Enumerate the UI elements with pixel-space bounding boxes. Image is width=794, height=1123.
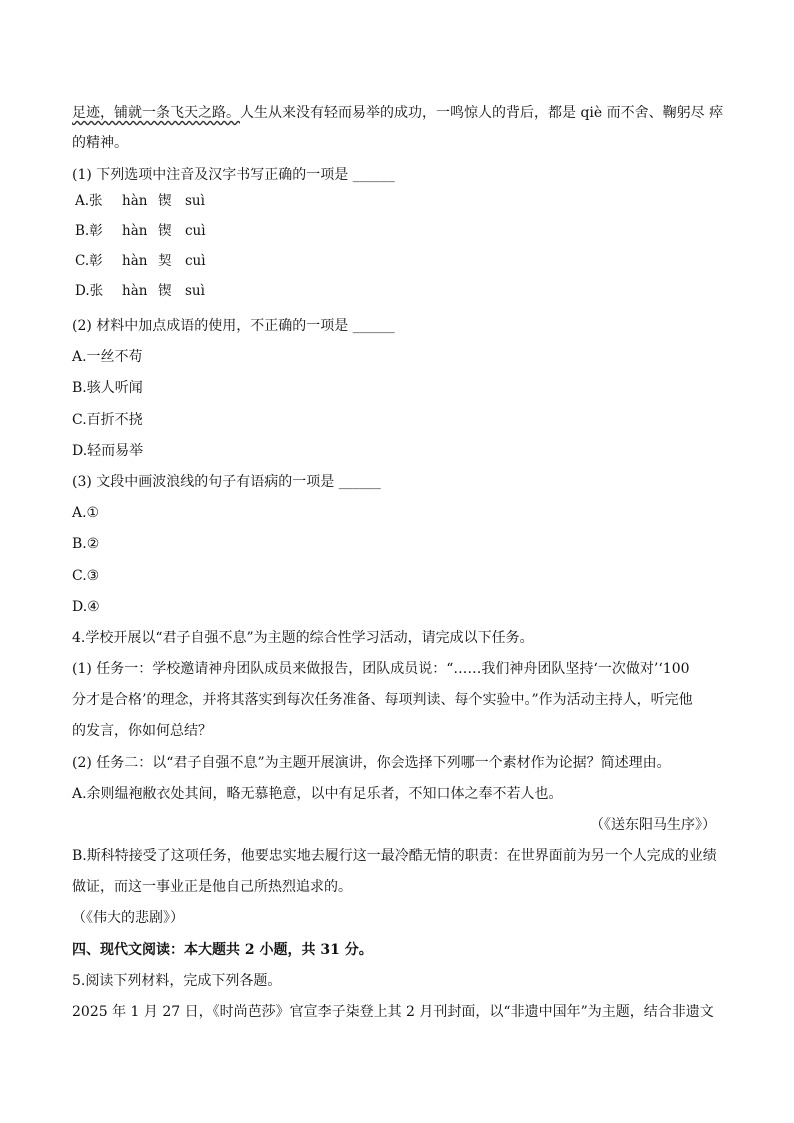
intro-line-1 <box>72 103 723 123</box>
q2-option-b: B.骇人听闻 <box>72 380 143 396</box>
q5-stem: 5.阅读下列材料，完成下列各题。 <box>72 973 282 989</box>
q3-option-d: D.④ <box>72 599 100 615</box>
q4-task1-line-3: 的发言，你如何总结？ <box>72 723 212 739</box>
q2-option-d: D.轻而易举 <box>72 443 144 459</box>
document-page: 足迹，铺就一条飞天之路。人生从来没有轻而易举的成功，一鸣惊人的背后，都是 qiè 而不舍、鞠躬尽 瘁 的精神。 (1) 下列选项中注音及汉字书写正确的一项是 ______ A.张 hàn 锲 suì B.彰 hàn 锲 cuì C.彰 hàn 契 cuì D.张 hàn 锲 suì (2) 材料中加点成语的使用，不正确的一项是 ______ A.一丝不苟 B.骇人听闻 C.百折不挠 D.轻而易举 (3) 文段中画波浪线的句子有语病的一项是 ______ A.① B.② C.③ D.④ 4.学校开展以“君子自强不息”为主题的综合性学习活动，请完成以下任务。 (1) 任务一：学校邀请神舟团队成员来做报告，团队成员说：“……我们神舟团队坚持‘一次做对’‘100 分才是合格’的理念，并将其落实到每次任务准备、每项判读、每个实验中。”作为活动主持人，听完他 的发言，你如何总结？ (2) 任务二：以“君子自强不息”为主题开展演讲，你会选择下列哪一个素材作为论据？简述理由。 A.余则缊袍敝衣处其间，略无慕艳意，以中有足乐者，不知口体之奉不若人也。 （《送东阳马生序》） B.斯科特接受了这项任务，他要忠实地去履行这一最冷酷无情的职责：在世界面前为另一个人完成的业绩 做证，而这一事业正是他自己所热烈追求的。 （《伟大的悲剧》） 四、现代文阅读：本大题共 2 小题，共 31 分。 5.阅读下列材料，完成下列各题。 2025 年 1 月 27 日，《时尚芭莎》官宣李子柒登上其 2 月刊封面，以“非遗中国年”为主题，结合非遗文 <box>72 105 724 1020</box>
q3-option-a: A.① <box>72 505 100 521</box>
q4-task1-line-1: (1) 任务一：学校邀请神舟团队成员来做报告，团队成员说：“……我们神舟团队坚持‘一次做对’‘100 <box>72 661 690 677</box>
intro-text: 人生从来没有轻而易举的成功，一鸣惊人的背后，都是 qiè 而不舍、鞠躬尽 瘁 <box>240 105 724 121</box>
q4-option-b-source: （《伟大的悲剧》） <box>72 910 184 926</box>
q4-task2: (2) 任务二：以“君子自强不息”为主题开展演讲，你会选择下列哪一个素材作为论据？简述理由。 <box>72 755 671 771</box>
section-heading: 四、现代文阅读：本大题共 2 小题，共 31 分。 <box>72 942 373 958</box>
q4-task1-line-2: 分才是合格’的理念，并将其落实到每次任务准备、每项判读、每个实验中。”作为活动主持人，听完他 <box>72 692 693 708</box>
q5-paragraph-1: 2025 年 1 月 27 日，《时尚芭莎》官宣李子柒登上其 2 月刊封面，以“非遗中国年”为主题，结合非遗文 <box>72 1004 714 1020</box>
q3-option-b: B.② <box>72 536 100 552</box>
q3-stem: (3) 文段中画波浪线的句子有语病的一项是 ______ <box>72 474 381 490</box>
q3-option-c: C.③ <box>72 568 100 584</box>
q4-stem: 4.学校开展以“君子自强不息”为主题的综合性学习活动，请完成以下任务。 <box>72 630 534 646</box>
intro-line-2: 的精神。 <box>72 135 128 151</box>
q2-option-c: C.百折不挠 <box>72 412 143 428</box>
q2-stem: (2) 材料中加点成语的使用，不正确的一项是 ______ <box>72 318 395 334</box>
q4-option-b-line-2: 做证，而这一事业正是他自己所热烈追求的。 <box>72 879 352 895</box>
wavy-underlined-sentence: 足迹，铺就一条飞天之路。 <box>72 105 240 121</box>
q1-stem: (1) 下列选项中注音及汉字书写正确的一项是 ______ <box>72 167 395 183</box>
q4-option-a: A.余则缊袍敝衣处其间，略无慕艳意，以中有足乐者，不知口体之奉不若人也。 <box>72 786 563 802</box>
q4-option-b-line-1: B.斯科特接受了这项任务，他要忠实地去履行这一最冷酷无情的职责：在世界面前为另一个人完成的业绩 <box>72 848 717 864</box>
q2-option-a: A.一丝不苟 <box>72 349 143 365</box>
q4-option-a-source: （《送东阳马生序》） <box>590 817 716 833</box>
